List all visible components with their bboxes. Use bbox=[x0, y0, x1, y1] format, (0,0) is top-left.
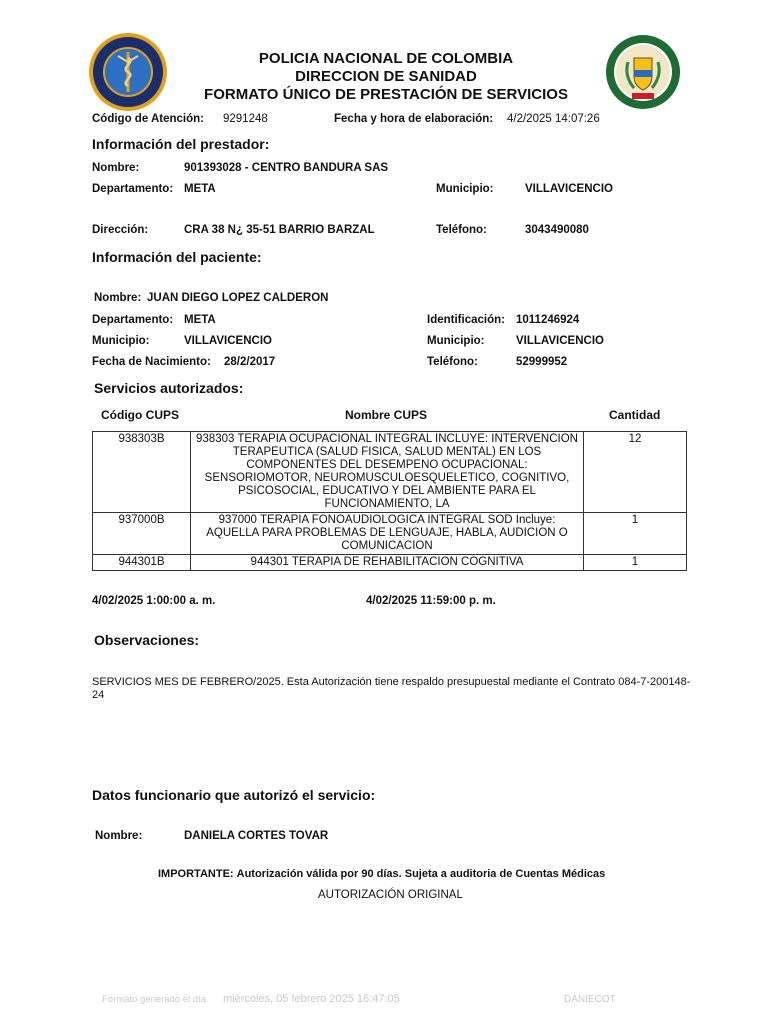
patient-phone-value: 52999952 bbox=[516, 356, 568, 368]
patient-phone-label: Teléfono: bbox=[427, 356, 478, 368]
attention-code-value: 9291248 bbox=[223, 113, 268, 125]
provider-name-label: Nombre: bbox=[92, 162, 140, 174]
patient-muni-label: Municipio: bbox=[92, 335, 150, 347]
official-name-label: Nombre: bbox=[95, 830, 143, 842]
provider-phone-value: 3043490080 bbox=[525, 224, 589, 236]
provider-muni-value: VILLAVICENCIO bbox=[525, 183, 613, 195]
cups-code-cell: 944301B bbox=[93, 555, 191, 571]
cups-code-cell: 937000B bbox=[93, 513, 191, 555]
attention-code-label: Código de Atención: bbox=[92, 113, 205, 125]
patient-dept-label: Departamento: bbox=[92, 314, 174, 326]
footer-generated-label: Formato generado el día bbox=[102, 994, 207, 1005]
patient-birth-value: 28/2/2017 bbox=[224, 356, 276, 368]
quantity-cell: 1 bbox=[584, 555, 687, 571]
cups-name-cell: 938303 TERAPIA OCUPACIONAL INTEGRAL INCLUYE: INTERVENCION TERAPEUTICA (SALUD FISICA, SALUD MENTAL) EN LOS COMPONENTES DEL DESEMPENO OCUPACIONAL: SENSORIOMOTOR, NEUROMUSCULOESQUELETICO, COGNITIVO, PSICOSOCIAL, EDUCATIVO Y DEL AMBIENTE PARA EL FUNCIONAMIENTO, LA bbox=[191, 432, 584, 513]
table-row bbox=[93, 555, 687, 571]
footer-generated-date: miércoles, 05 febrero 2025 16:47:05 bbox=[223, 993, 400, 1005]
official-name-value: DANIELA CORTES TOVAR bbox=[184, 830, 329, 842]
important-notice bbox=[158, 868, 605, 880]
quantity-cell: 1 bbox=[584, 513, 687, 555]
table-row bbox=[93, 432, 687, 513]
column-header-qty: Cantidad bbox=[609, 408, 661, 422]
provider-section-title: Información del prestador: bbox=[92, 136, 270, 152]
patient-id-value: 1011246924 bbox=[516, 314, 580, 326]
patient-muni-value: VILLAVICENCIO bbox=[184, 335, 272, 347]
footer-user: DANIECOT bbox=[564, 994, 616, 1005]
national-police-shield-logo bbox=[604, 32, 682, 112]
elaboration-date-value: 4/2/2025 14:07:26 bbox=[507, 113, 600, 125]
important-text: Autorización válida por 90 días. Sujeta a auditoria de Cuentas Médicas bbox=[236, 868, 606, 880]
services-section-title: Servicios autorizados: bbox=[94, 380, 244, 396]
cups-name-cell: 944301 TERAPIA DE REHABILITACION COGNITIVA bbox=[191, 555, 584, 571]
observations-text: SERVICIOS MES DE FEBRERO/2025. Esta Autorización tiene respaldo presupuestal mediante el Contrato 084-7-200148-24 bbox=[92, 676, 691, 701]
patient-id-label: Identificación: bbox=[427, 314, 505, 326]
provider-address-label: Dirección: bbox=[92, 224, 149, 236]
patient-muni2-value: VILLAVICENCIO bbox=[516, 335, 604, 347]
validity-end-date: 4/02/2025 11:59:00 p. m. bbox=[366, 595, 496, 607]
police-health-seal-logo bbox=[88, 32, 168, 112]
provider-dept-label: Departamento: bbox=[92, 183, 174, 195]
patient-birth-label: Fecha de Nacimiento: bbox=[92, 356, 211, 368]
column-header-code: Código CUPS bbox=[101, 408, 179, 422]
column-header-name: Nombre CUPS bbox=[345, 408, 428, 422]
cups-code-cell: 938303B bbox=[93, 432, 191, 513]
title-institution: POLICIA NACIONAL DE COLOMBIA bbox=[258, 50, 514, 67]
elaboration-date-label: Fecha y hora de elaboración: bbox=[334, 113, 494, 125]
provider-name-value: 901393028 - CENTRO BANDURA SAS bbox=[184, 162, 389, 174]
title-form: FORMATO ÚNICO DE PRESTACIÓN DE SERVICIOS bbox=[204, 86, 568, 103]
provider-dept-value: META bbox=[184, 183, 216, 195]
patient-dept-value: META bbox=[184, 314, 216, 326]
patient-name-label: Nombre: bbox=[94, 292, 142, 304]
table-row bbox=[93, 513, 687, 555]
provider-address-value: CRA 38 N¿ 35-51 BARRIO BARZAL bbox=[184, 224, 375, 236]
provider-phone-label: Teléfono: bbox=[436, 224, 487, 236]
official-section-title: Datos funcionario que autorizó el servicio: bbox=[92, 787, 376, 803]
cups-name-cell: 937000 TERAPIA FONOAUDIOLOGICA INTEGRAL SOD Incluye: AQUELLA PARA PROBLEMAS DE LENGUAJE, HABLA, AUDICION O COMUNICACION bbox=[191, 513, 584, 555]
patient-section-title: Información del paciente: bbox=[92, 249, 262, 265]
validity-start-date: 4/02/2025 1:00:00 a. m. bbox=[92, 595, 216, 607]
patient-name-value: JUAN DIEGO LOPEZ CALDERON bbox=[147, 292, 329, 304]
important-label: IMPORTANTE: bbox=[158, 868, 234, 880]
original-authorization-label: AUTORIZACIÓN ORIGINAL bbox=[318, 889, 463, 901]
title-department: DIRECCION DE SANIDAD bbox=[295, 68, 477, 85]
quantity-cell: 12 bbox=[584, 432, 687, 513]
patient-muni2-label: Municipio: bbox=[427, 335, 485, 347]
provider-muni-label: Municipio: bbox=[436, 183, 494, 195]
observations-section-title: Observaciones: bbox=[94, 632, 200, 648]
services-table bbox=[92, 431, 687, 571]
